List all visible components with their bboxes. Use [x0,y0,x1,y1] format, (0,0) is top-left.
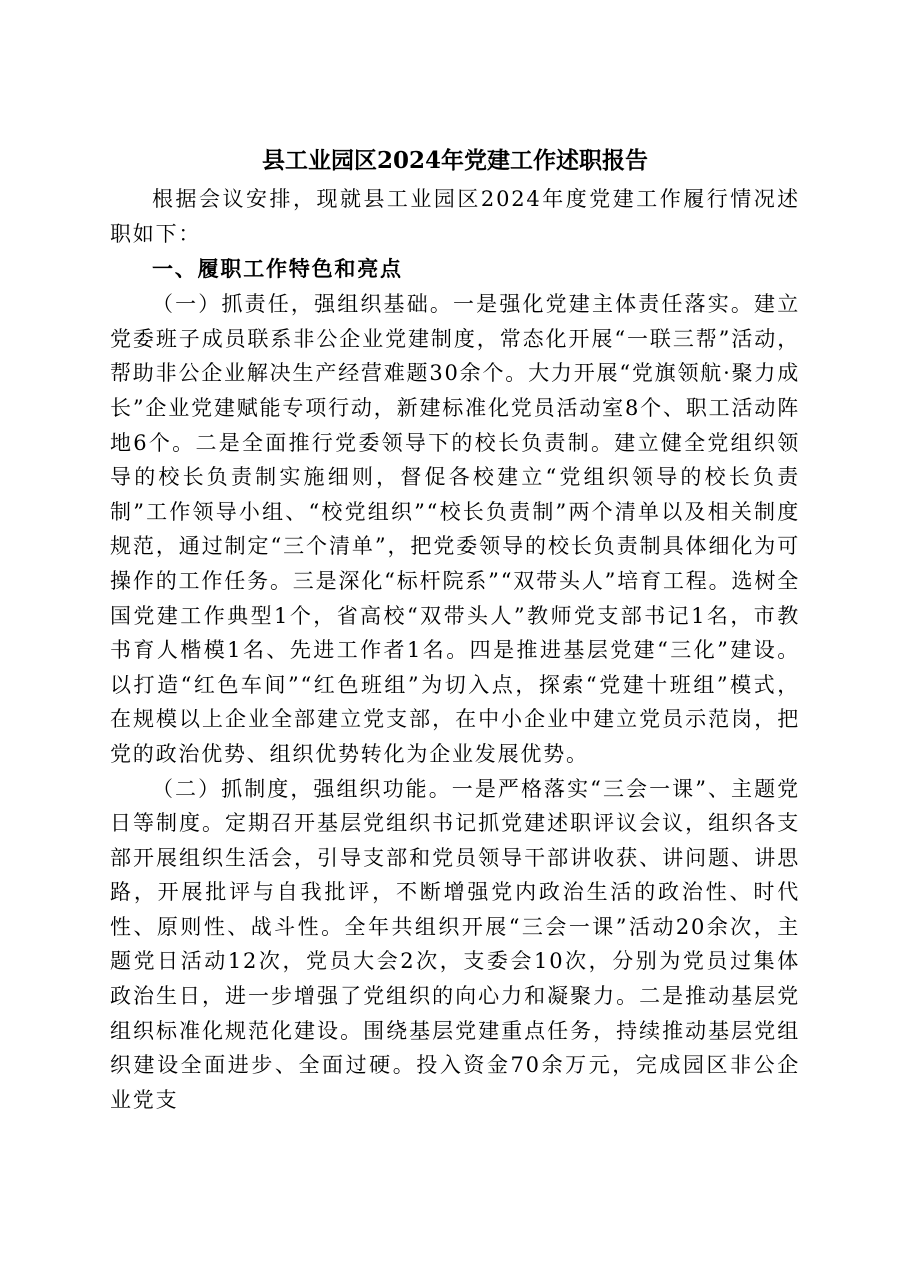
subsection-1-title: （一）抓责任，强组织基础。 [152,292,454,317]
subsection-2-paragraph [110,772,800,1118]
subsection-1-paragraph [110,287,800,771]
section-heading: 一、履职工作特色和亮点 [152,257,403,282]
document-body [110,140,800,1117]
intro-paragraph: 根据会议安排，现就县工业园区2024年度党建工作履行情况述职如下： [110,187,800,246]
document-title: 县工业园区2024年党建工作述职报告 [261,147,648,174]
subsection-2-title: （二）抓制度，强组织功能。 [152,776,452,801]
subsection-2-body: 一是严格落实“三会一课”、主题党日等制度。定期召开基层党组织书记抓党建述职评议会议，组织各支部开展组织生活会，引导支部和党员领导干部讲收获、讲问题、讲思路，开展批评与自我批评，不断增强党内政治生活的政治性、时代性、原则性、战斗性。全年共组织开展“三会一课”活动20余次，主题党日活动12次，党员大会2次，支委会10次，分别为党员过集体政治生日，进一步增强了党组织的向心力和凝聚力。二是推动基层党组织标准化规范化建设。围绕基层党建重点任务，持续推动基层党组织建设全面进步、全面过硬。投入资金70余万元，完成园区非公企业党支 [110,776,800,1112]
subsection-1-body: 一是强化党建主体责任落实。建立党委班子成员联系非公企业党建制度，常态化开展“一联三帮”活动，帮助非公企业解决生产经营难题30余个。大力开展“党旗领航·聚力成长”企业党建赋能专项行动，新建标准化党员活动室8个、职工活动阵地6个。二是全面推行党委领导下的校长负责制。建立健全党组织领导的校长负责制实施细则，督促各校建立“党组织领导的校长负责制”工作领导小组、“校党组织”“校长负责制”两个清单以及相关制度规范，通过制定“三个清单”，把党委领导的校长负责制具体细化为可操作的工作任务。三是深化“标杆院系”“双带头人”培育工程。选树全国党建工作典型1个，省高校“双带头人”教师党支部书记1名，市教书育人楷模1名、先进工作者1名。四是推进基层党建“三化”建设。以打造“红色车间”“红色班组”为切入点，探索“党建十班组”模式，在规模以上企业全部建立党支部，在中小企业中建立党员示范岗，把党的政治优势、组织优势转化为企业发展优势。 [110,292,801,766]
